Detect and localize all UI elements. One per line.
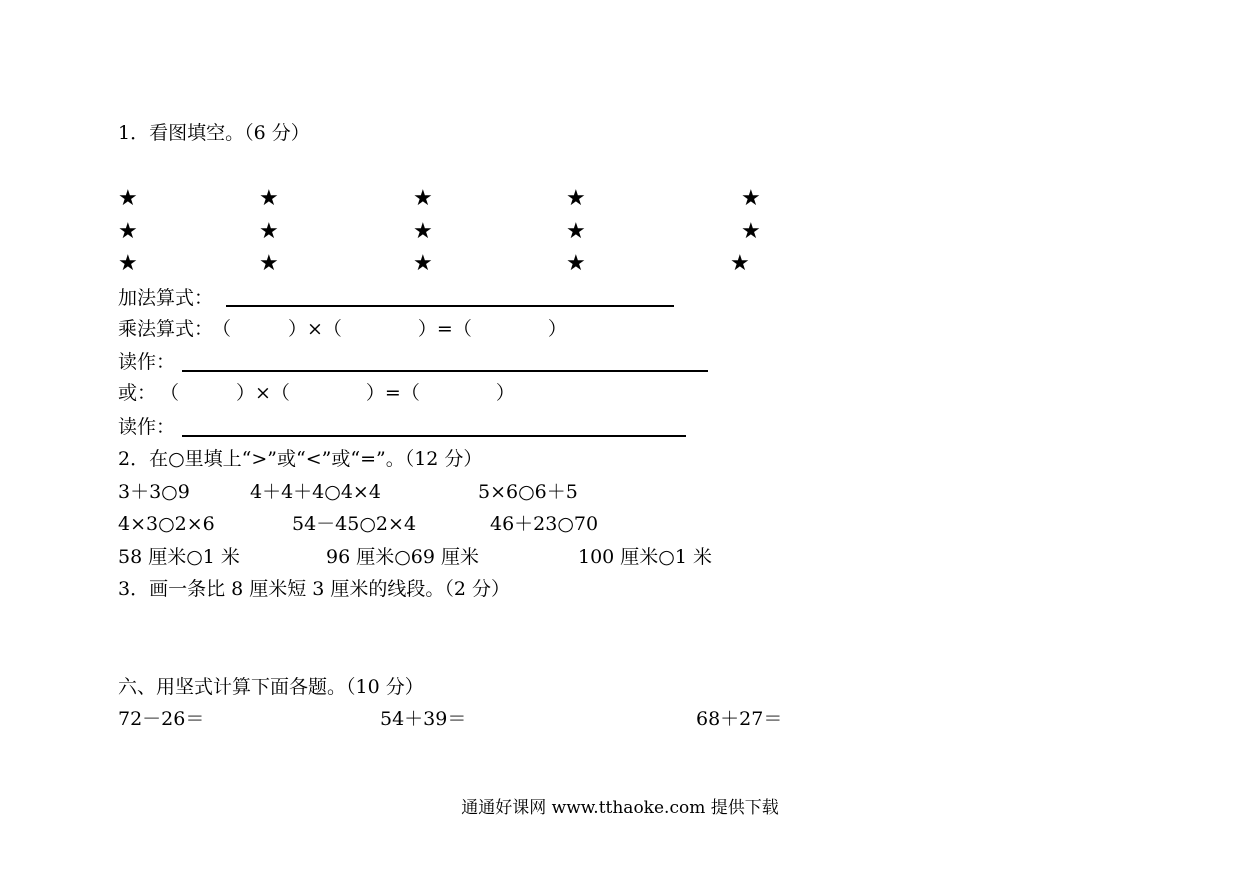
star-icon: ★ [118,186,138,211]
read-answer-line-2 [182,435,686,437]
calc-problem: 72－26＝ [118,708,205,730]
star-icon: ★ [259,186,279,211]
compare-item: 3＋3○9 [118,481,190,503]
read-label-1: 读作： [118,351,176,373]
compare-item: 96 厘米○69 厘米 [326,546,480,568]
addition-answer-line [226,305,674,307]
star-icon: ★ [566,186,586,211]
compare-item: 5×6○6＋5 [478,481,578,503]
q3-title: 3．画一条比 8 厘米短 3 厘米的线段。（2 分） [118,578,511,600]
star-icon: ★ [413,186,433,211]
footer-text: 通通好课网 www.tthaoke.com 提供下载 [461,798,779,818]
read-label-2: 读作： [118,416,176,438]
or-label: 或： [118,382,157,404]
star-icon: ★ [118,251,138,276]
compare-item: 58 厘米○1 米 [118,546,240,568]
star-icon: ★ [566,219,586,244]
star-icon: ★ [413,219,433,244]
section6-title: 六、用坚式计算下面各题。（10 分） [118,676,424,698]
star-icon: ★ [259,219,279,244]
or-expression: （ ）×（ ）=（ ） [160,382,515,404]
star-icon: ★ [259,251,279,276]
star-icon: ★ [118,219,138,244]
star-icon: ★ [741,219,761,244]
compare-item: 4×3○2×6 [118,513,215,535]
calc-problem: 68＋27＝ [696,708,783,730]
q2-title: 2．在○里填上“>”或“<”或“=”。（12 分） [118,448,483,470]
star-icon: ★ [566,251,586,276]
multiplication-expression: （ ）×（ ）=（ ） [212,318,567,340]
read-answer-line-1 [182,370,708,372]
star-icon: ★ [741,186,761,211]
multiplication-label: 乘法算式： [118,318,214,340]
compare-item: 100 厘米○1 米 [578,546,713,568]
star-icon: ★ [413,251,433,276]
compare-item: 54－45○2×4 [292,513,417,535]
star-icon: ★ [730,251,750,276]
compare-item: 46＋23○70 [490,513,599,535]
compare-item: 4＋4＋4○4×4 [250,481,381,503]
calc-problem: 54＋39＝ [380,708,467,730]
q1-title: 1．看图填空。（6 分） [118,122,310,144]
addition-label: 加法算式： [118,287,214,309]
